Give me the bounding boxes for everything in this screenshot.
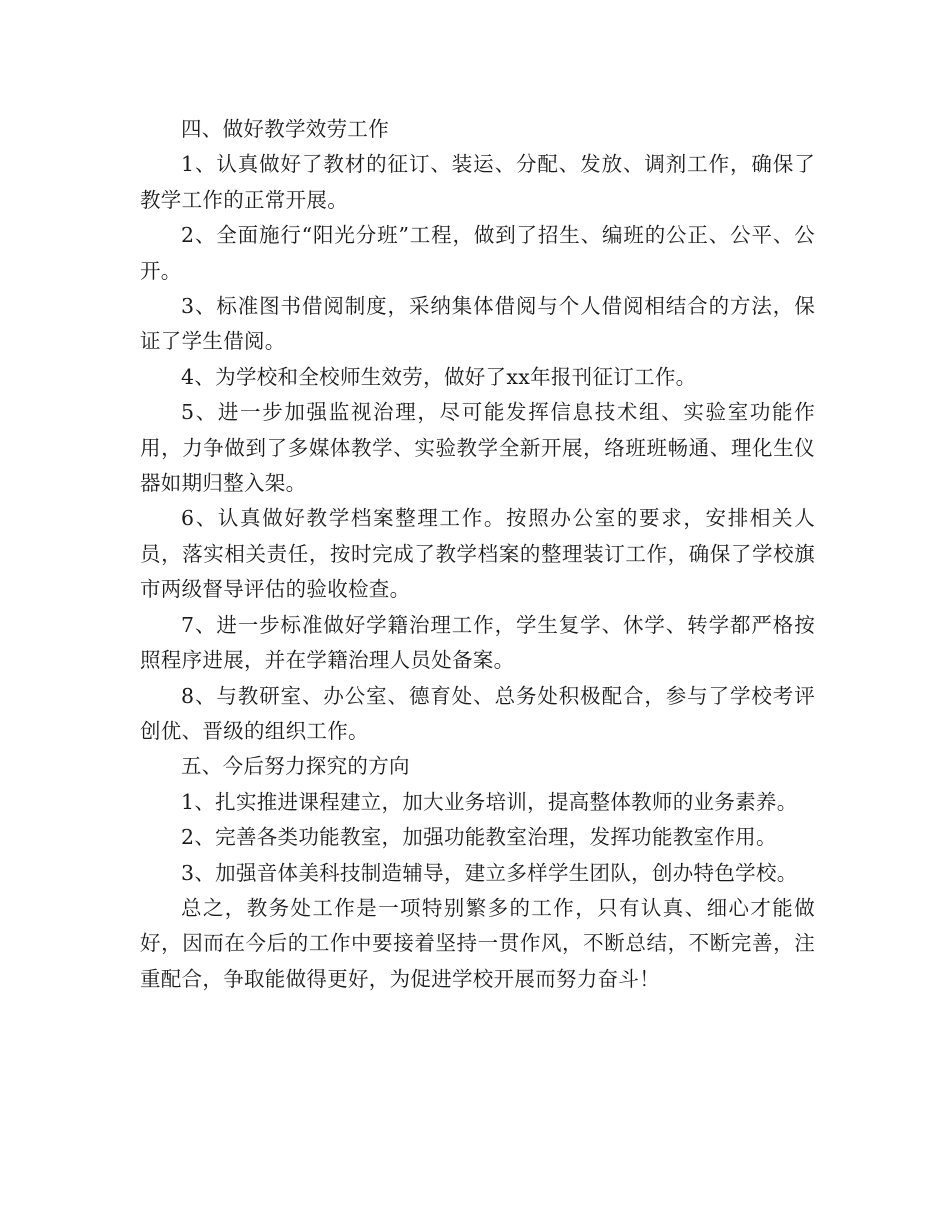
- list-item: 6、认真做好教学档案整理工作。按照办公室的要求，安排相关人员，落实相关责任，按时完成了教学档案的整理装订工作，确保了学校旗市两级督导评估的验收检查。: [140, 506, 815, 602]
- list-item: 8、与教研室、办公室、德育处、总务处积极配合，参与了学校考评创优、晋级的组织工作。: [140, 683, 815, 743]
- section-heading: 五、今后努力探究的方向: [181, 754, 410, 779]
- list-item: 3、标准图书借阅制度，采纳集体借阅与个人借阅相结合的方法，保证了学生借阅。: [140, 294, 815, 354]
- list-item: 7、进一步标准做好学籍治理工作，学生复学、休学、转学都严格按照程序进展，并在学籍治理人员处备案。: [140, 612, 815, 673]
- list-item: 1、扎实推进课程建立，加大业务培训，提高整体教师的业务素养。: [181, 789, 798, 814]
- list-item: 5、进一步加强监视治理，尽可能发挥信息技术组、实验室功能作用，力争做到了多媒体教学、实验教学全新开展，络班班畅通、理化生仪器如期归整入架。: [140, 400, 815, 496]
- list-item: 2、完善各类功能教室，加强功能教室治理，发挥功能教室作用。: [181, 825, 777, 850]
- section-heading: 四、做好教学效劳工作: [181, 117, 389, 141]
- list-item: 1、认真做好了教材的征订、装运、分配、发放、调剂工作，确保了教学工作的正常开展。: [140, 152, 815, 212]
- conclusion-paragraph: 总之，教务处工作是一项特别繁多的工作，只有认真、细心才能做好，因而在今后的工作中要接着坚持一贯作风，不断总结，不断完善，注重配合，争取能做得更好，为促进学校开展而努力奋斗！: [140, 895, 815, 991]
- list-item: 4、为学校和全校师生效劳，做好了xx年报刊征订工作。: [181, 364, 697, 389]
- list-item: 2、全面施行“阳光分班”工程，做到了招生、编班的公正、公平、公开。: [140, 223, 815, 283]
- list-item: 3、加强音体美科技制造辅导，建立多样学生团队，创办特色学校。: [181, 860, 798, 885]
- document-body: [140, 112, 815, 997]
